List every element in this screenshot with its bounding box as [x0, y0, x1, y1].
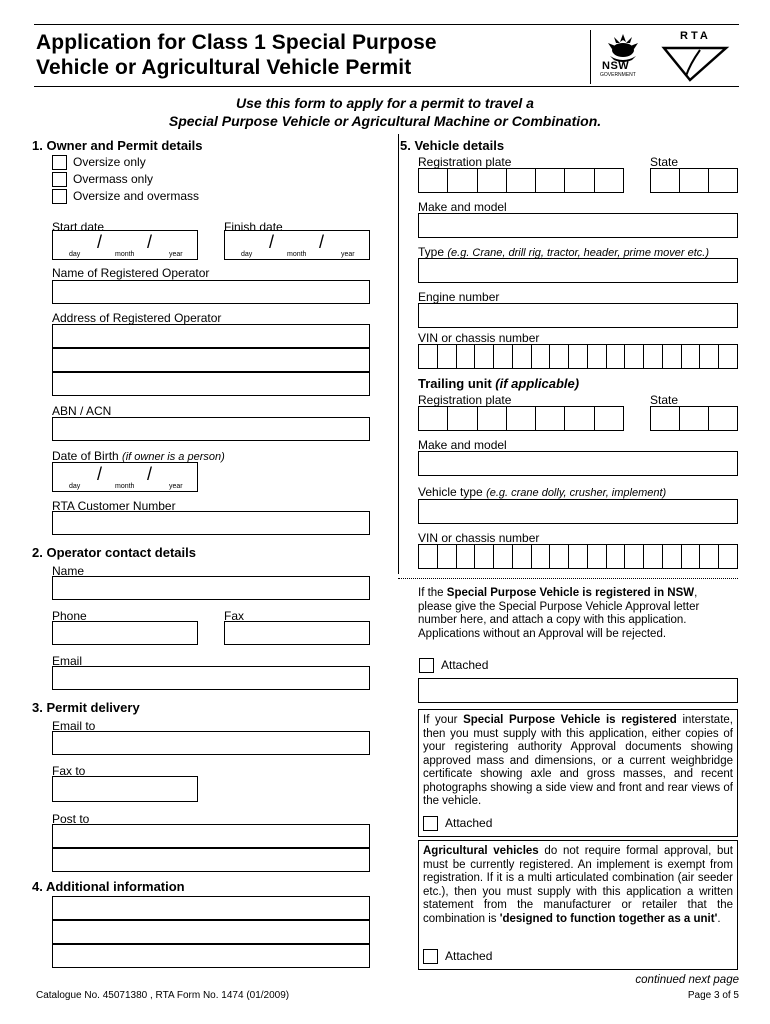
overmass-only-label: Overmass only — [73, 172, 154, 186]
state-label: State — [650, 155, 679, 169]
rta-road-icon — [660, 42, 730, 82]
operator-address-label: Address of Registered Operator — [52, 311, 222, 325]
page-number: Page 3 of 5 — [687, 990, 739, 1001]
overmass-only-checkbox[interactable] — [52, 172, 67, 187]
top-rule — [34, 24, 739, 25]
nsw-logo-subtext: GOVERNMENT — [600, 72, 636, 78]
trailing-state-label: State — [650, 393, 679, 407]
make-model-label: Make and model — [418, 200, 507, 214]
operator-name-input[interactable] — [52, 280, 370, 304]
dob-input[interactable] — [52, 462, 198, 492]
interstate-note-box — [418, 709, 738, 837]
post-to-input-2[interactable] — [52, 848, 370, 872]
date-slash: / — [319, 232, 325, 252]
month-caption: month — [115, 483, 135, 490]
finish-date-label: Finish date — [224, 220, 283, 234]
trailing-registration-input[interactable] — [418, 406, 624, 431]
column-divider — [398, 134, 399, 574]
post-to-input-1[interactable] — [52, 824, 370, 848]
waratah-icon — [598, 30, 648, 64]
approval-number-input[interactable] — [418, 678, 738, 703]
phone-input[interactable] — [52, 621, 198, 645]
agricultural-note: Agricultural vehicles do not require formal approval, but must be currently registered. An implement is exempt from registration. If it is a multi articulated combination (air seeder etc.), then you must supply with this application a written statement from the manufacturer or retailer that the combination is 'designed to function together as a unit'. — [423, 845, 734, 925]
date-slash: / — [147, 464, 153, 484]
nsw-government-logo — [598, 30, 648, 78]
trailing-state-input[interactable] — [650, 406, 738, 431]
day-caption: day — [69, 251, 81, 258]
fax-input[interactable] — [224, 621, 370, 645]
oversize-only-checkbox[interactable] — [52, 155, 67, 170]
operator-address-input-3[interactable] — [52, 372, 370, 396]
email-to-label: Email to — [52, 719, 96, 733]
trailing-make-label: Make and model — [418, 438, 507, 452]
email-input[interactable] — [52, 666, 370, 690]
interstate-attached-checkbox[interactable] — [423, 816, 438, 831]
nsw-attached-label: Attached — [441, 658, 489, 672]
year-caption: year — [341, 251, 355, 258]
engine-number-input[interactable] — [418, 303, 738, 328]
type-label: Type (e.g. Crane, drill rig, tractor, header, prime mover etc.) — [418, 245, 710, 259]
nsw-logo-text: NSW — [602, 60, 630, 72]
month-caption: month — [115, 251, 135, 258]
additional-info-input-1[interactable] — [52, 896, 370, 920]
page-title: Application for Class 1 Special Purpose Vehicle or Agricultural Vehicle Permit — [36, 31, 437, 79]
type-input[interactable] — [418, 258, 738, 283]
continued-next-page: continued next page — [635, 974, 739, 986]
trailing-registration-label: Registration plate — [418, 393, 512, 407]
intro-line-1: Use this form to apply for a permit to travel a — [236, 95, 534, 111]
header-rule — [34, 86, 739, 87]
vehicle-type-label: Vehicle type (e.g. crane dolly, crusher, implement) — [418, 485, 667, 499]
day-caption: day — [241, 251, 253, 258]
additional-info-input-3[interactable] — [52, 944, 370, 968]
fax-label: Fax — [224, 609, 245, 623]
section-4-title: 4. Additional information — [32, 879, 185, 894]
email-label: Email — [52, 654, 83, 668]
dotted-separator — [398, 578, 738, 579]
fax-to-input[interactable] — [52, 776, 198, 802]
agricultural-attached-label: Attached — [445, 949, 493, 963]
trailing-unit-title: Trailing unit (if applicable) — [418, 376, 580, 391]
date-slash: / — [97, 232, 103, 252]
fax-to-label: Fax to — [52, 764, 86, 778]
catalogue-number: Catalogue No. 45071380 , RTA Form No. 1474 (01/2009) — [36, 990, 290, 1001]
start-date-label: Start date — [52, 220, 105, 234]
operator-address-input-1[interactable] — [52, 324, 370, 348]
vehicle-type-input[interactable] — [418, 499, 738, 524]
date-slash: / — [147, 232, 153, 252]
oversize-only-label: Oversize only — [73, 155, 146, 169]
dob-label: Date of Birth (if owner is a person) — [52, 449, 225, 463]
trailing-vin-input[interactable] — [418, 544, 738, 569]
rta-logo — [660, 30, 730, 82]
vin-input[interactable] — [418, 344, 738, 369]
state-input[interactable] — [650, 168, 738, 193]
section-1-title: 1. Owner and Permit details — [32, 138, 203, 153]
header-divider — [590, 30, 591, 84]
oversize-and-overmass-checkbox[interactable] — [52, 189, 67, 204]
trailing-make-input[interactable] — [418, 451, 738, 476]
section-3-title: 3. Permit delivery — [32, 700, 140, 715]
interstate-note: If your Special Purpose Vehicle is registered interstate, then you must supply with this application, either copies of your registering authority Approval documents showing approved mass and dimensions, or a current weighbridge certificate showing axle and gross masses, and recent photographs showing a side view and front and rear views of the vehicle. — [423, 714, 733, 807]
day-caption: day — [69, 483, 81, 490]
vin-label: VIN or chassis number — [418, 331, 540, 345]
year-caption: year — [169, 251, 183, 258]
month-caption: month — [287, 251, 307, 258]
section-5-title: 5. Vehicle details — [400, 138, 505, 153]
date-slash: / — [97, 464, 103, 484]
operator-name-label: Name of Registered Operator — [52, 266, 210, 280]
registration-plate-input[interactable] — [418, 168, 624, 193]
trailing-vin-label: VIN or chassis number — [418, 531, 540, 545]
date-slash: / — [269, 232, 275, 252]
post-to-label: Post to — [52, 812, 90, 826]
finish-date-input[interactable] — [224, 230, 370, 260]
registration-plate-label: Registration plate — [418, 155, 512, 169]
customer-number-label: RTA Customer Number — [52, 499, 176, 513]
email-to-input[interactable] — [52, 731, 370, 755]
rta-logo-text: RTA — [680, 30, 711, 42]
agricultural-attached-checkbox[interactable] — [423, 949, 438, 964]
intro-line-2: Special Purpose Vehicle or Agricultural Machine or Combination. — [168, 113, 602, 129]
section-2-title: 2. Operator contact details — [32, 545, 196, 560]
phone-label: Phone — [52, 609, 87, 623]
customer-number-input[interactable] — [52, 511, 370, 535]
contact-name-input[interactable] — [52, 576, 370, 600]
additional-info-input-2[interactable] — [52, 920, 370, 944]
year-caption: year — [169, 483, 183, 490]
interstate-attached-label: Attached — [445, 816, 493, 830]
engine-number-label: Engine number — [418, 290, 500, 304]
nsw-registered-note: If the Special Purpose Vehicle is registered in NSW, please give the Special Purpose Vehicle Approval letter number here, and attach a copy with this application. Applications without an Approval will be rejected. — [418, 587, 700, 640]
abn-label: ABN / ACN — [52, 404, 112, 418]
operator-address-input-2[interactable] — [52, 348, 370, 372]
abn-input[interactable] — [52, 417, 370, 441]
start-date-input[interactable] — [52, 230, 198, 260]
agricultural-note-box — [418, 840, 738, 970]
oversize-and-overmass-label: Oversize and overmass — [73, 189, 200, 203]
nsw-attached-checkbox[interactable] — [419, 658, 434, 673]
contact-name-label: Name — [52, 564, 85, 578]
make-model-input[interactable] — [418, 213, 738, 238]
